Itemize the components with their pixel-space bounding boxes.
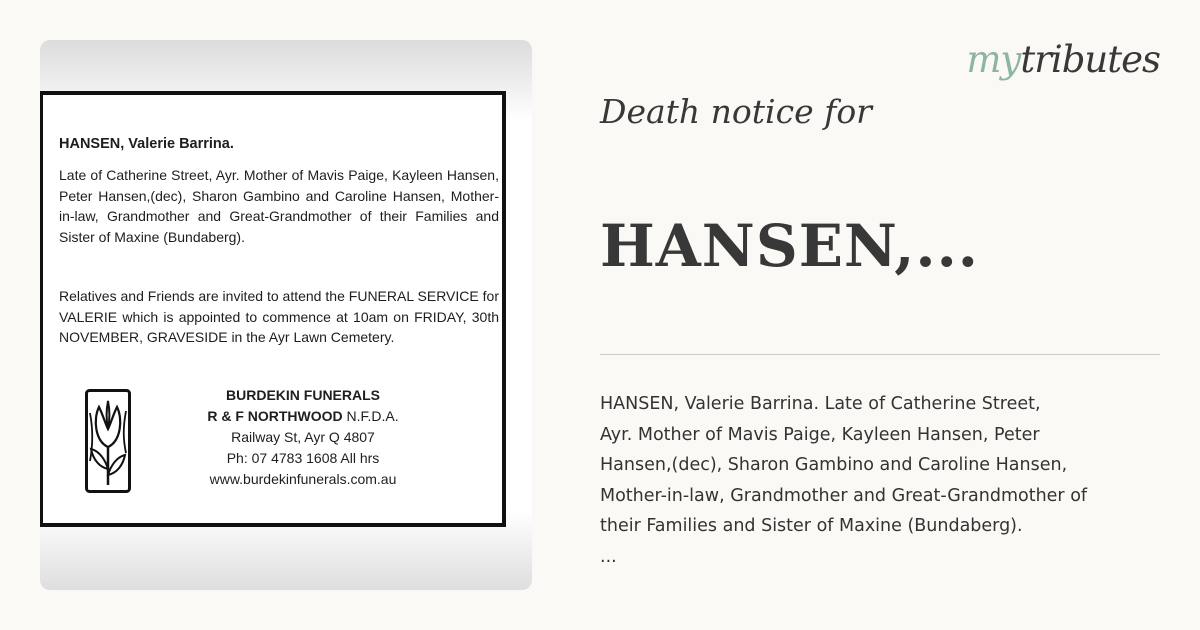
funeral-home-website: www.burdekinfunerals.com.au	[209, 471, 397, 487]
notice-name: HANSEN, Valerie Barrina.	[59, 136, 234, 152]
excerpt-line: Hansen,(dec), Sharon Gambino and Caroline Hansen,	[600, 455, 1068, 475]
directors-name: R & F NORTHWOOD	[207, 408, 343, 424]
excerpt-line: Ayr. Mother of Mavis Paige, Kayleen Hansen, Peter	[600, 424, 1040, 445]
page-title: HANSEN,...	[600, 212, 979, 280]
directors-accreditation: N.F.D.A.	[342, 408, 399, 424]
page-subtitle: Death notice for	[600, 92, 872, 131]
notice-excerpt	[600, 389, 1180, 572]
notice-paragraph-2: Relatives and Friends are invited to attend the FUNERAL SERVICE for VALERIE which is appointed to commence at 10am on FRIDAY, 30th NOVEMBER, GRAVESIDE in the Ayr Lawn Cemetery.	[59, 288, 499, 345]
funeral-home-address: Railway St, Ayr Q 4807	[231, 429, 375, 445]
excerpt-line: their Families and Sister of Maxine (Bundaberg).	[600, 516, 1023, 536]
funeral-home-directors	[143, 406, 463, 427]
excerpt-ellipsis: ...	[600, 546, 617, 567]
notice-paragraph-1: Late of Catherine Street, Ayr. Mother of Mavis Paige, Kayleen Hansen, Peter Hansen,(dec), Sharon Gambino and Caroline Hansen, Mother-in-law, Grandmother and Great-Grandmother of their Families and Sister of Maxine (Bundaberg).	[59, 167, 499, 245]
notice-image	[40, 40, 532, 590]
funeral-home-details	[143, 385, 463, 490]
mytributes-logo[interactable]	[966, 38, 1160, 81]
excerpt-line: Mother-in-law, Grandmother and Great-Grandmother of	[600, 485, 1088, 506]
divider	[600, 354, 1160, 355]
logo-part-my: my	[966, 38, 1021, 81]
tulip-logo-icon	[85, 389, 131, 493]
notice-box	[40, 91, 506, 527]
logo-part-tributes: tributes	[1020, 38, 1160, 81]
excerpt-line: HANSEN, Valerie Barrina. Late of Catherine Street,	[600, 394, 1041, 414]
funeral-home-phone: Ph: 07 4783 1608 All hrs	[226, 450, 380, 466]
funeral-home-name: BURDEKIN FUNERALS	[226, 387, 380, 403]
